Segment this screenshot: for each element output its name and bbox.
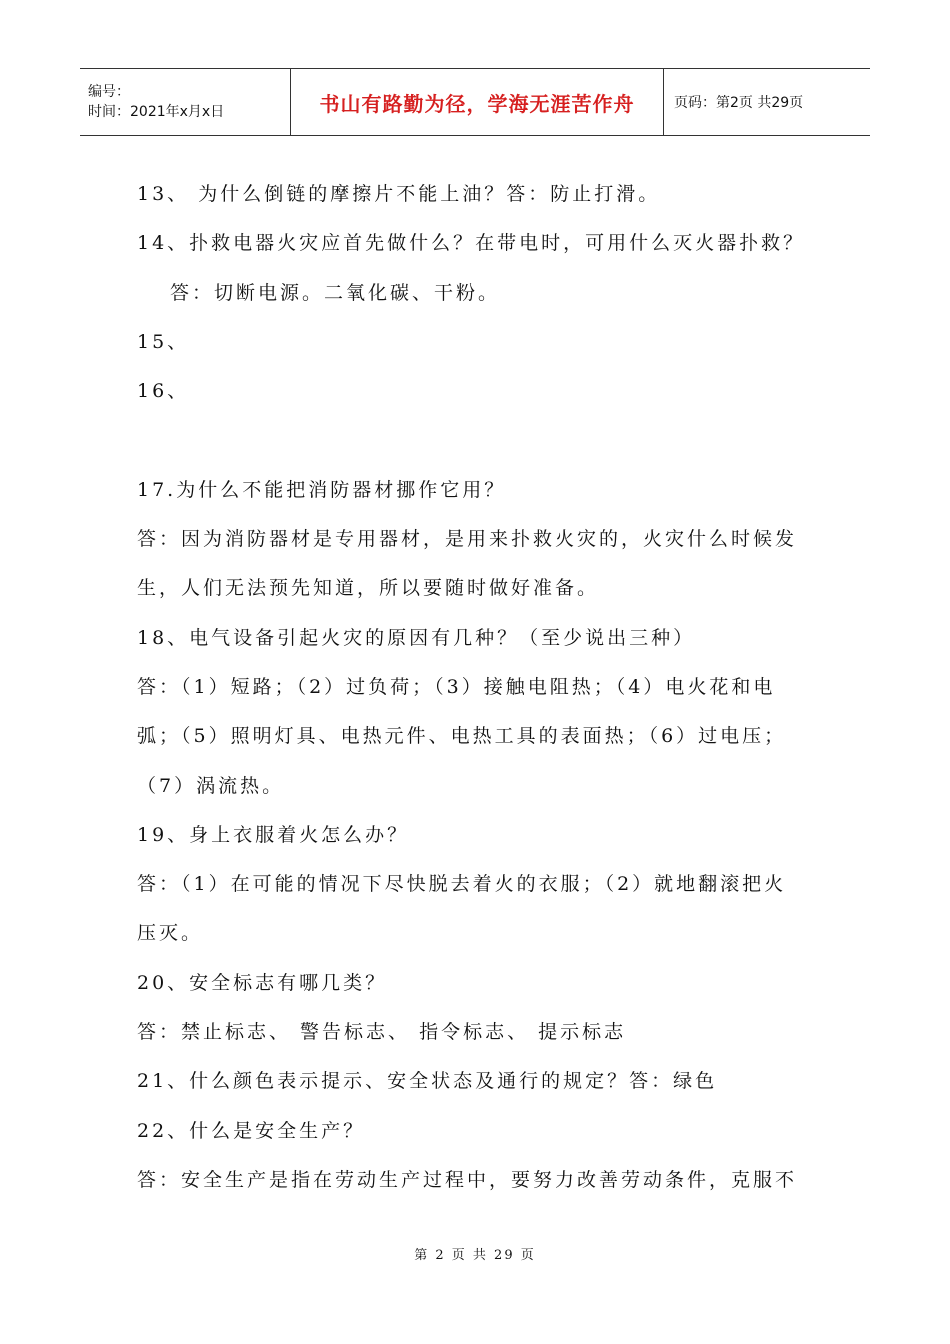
answer-19-line-2: 压灭。 xyxy=(137,922,204,945)
header-meta-cell xyxy=(80,69,291,136)
question-21: 21、什么颜色表示提示、安全状态及通行的规定？答：绿色 xyxy=(137,1070,718,1093)
blank-gap xyxy=(137,416,837,465)
document-number-label: 编号： xyxy=(88,84,130,100)
question-20: 20、安全标志有哪几类？ xyxy=(137,971,388,994)
question-13: 13、 为什么倒链的摩擦片不能上油？答：防止打滑。 xyxy=(137,183,661,205)
answer-14: 答：切断电源。二氧化碳、干粉。 xyxy=(170,281,501,304)
header-page-info: 页码：第2页 共29页 xyxy=(664,69,871,136)
question-14: 14、扑救电器火灾应首先做什么？在带电时，可用什么灭火器扑救？ xyxy=(137,232,806,255)
answer-18-line-3: （7）涡流热。 xyxy=(137,774,285,797)
question-16: 16、 xyxy=(137,380,190,403)
answer-22-line-1: 答：安全生产是指在劳动生产过程中，要努力改善劳动条件，克服不 xyxy=(137,1168,798,1191)
answer-17-line-1: 答：因为消防器材是专用器材，是用来扑救火灾的，火灾什么时候发 xyxy=(137,528,798,551)
document-header xyxy=(80,68,870,136)
answer-20: 答：禁止标志、 警告标志、 指令标志、 提示标志 xyxy=(137,1021,627,1044)
question-18: 18、电气设备引起火灾的原因有几种？（至少说出三种） xyxy=(137,626,696,649)
question-17: 17.为什么不能把消防器材挪作它用？ xyxy=(137,478,507,501)
answer-19-line-1: 答：（1）在可能的情况下尽快脱去着火的衣服；（2）就地翻滚把火 xyxy=(137,873,787,896)
answer-18-line-2: 弧；（5）照明灯具、电热元件、电热工具的表面热；（6）过电压； xyxy=(137,725,787,748)
question-22: 22、什么是安全生产？ xyxy=(137,1119,366,1142)
document-body xyxy=(137,170,837,1205)
header-motto: 书山有路勤为径，学海无涯苦作舟 xyxy=(291,69,664,136)
question-19: 19、身上衣服着火怎么办？ xyxy=(137,823,410,846)
question-15: 15、 xyxy=(137,330,190,353)
page-footer: 第 2 页 共 29 页 xyxy=(414,1248,536,1263)
answer-17-line-2: 生，人们无法预先知道，所以要随时做好准备。 xyxy=(137,577,600,600)
answer-18-line-1: 答：（1）短路；（2）过负荷；（3）接触电阻热；（4）电火花和电 xyxy=(137,675,776,698)
document-date: 时间：2021年x月x日 xyxy=(88,104,225,120)
